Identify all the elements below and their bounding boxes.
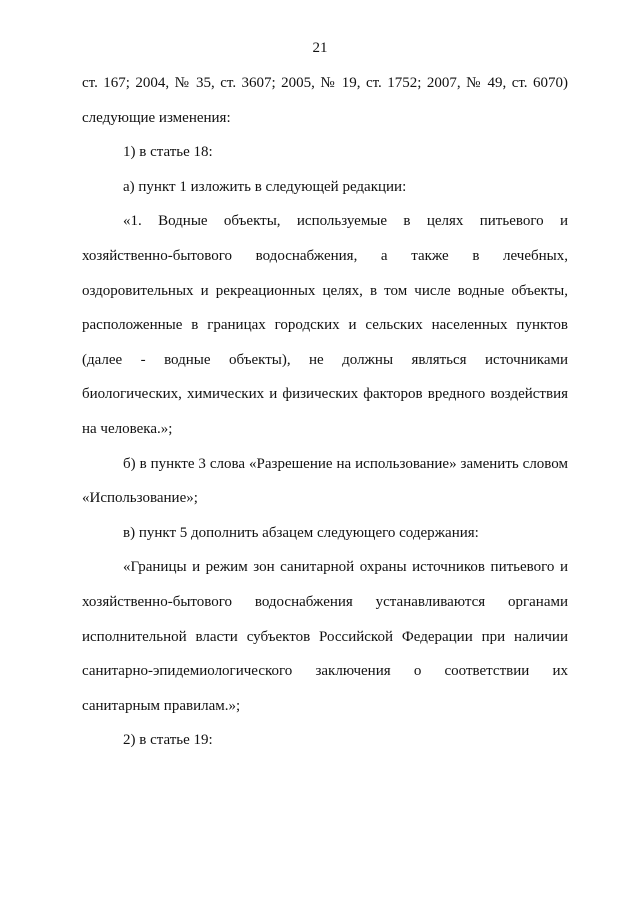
document-body — [82, 66, 568, 758]
page-number: 21 — [312, 40, 328, 56]
text-line: санитарным правилам.»; — [82, 697, 241, 714]
text-line: ст. 167; 2004, № 35, ст. 3607; 2005, № 19, ст. 1752; 2007, № 49, ст. 6070) — [82, 75, 568, 91]
text-line: «Границы и режим зон санитарной охраны источников питьевого и — [123, 559, 568, 576]
text-line: б) в пункте 3 слова «Разрешение на использование» заменить словом — [123, 455, 568, 472]
text-line: в) пункт 5 дополнить абзацем следующего содержания: — [123, 524, 479, 541]
text-line: «1. Водные объекты, используемые в целях питьевого и — [123, 213, 568, 230]
text-line: а) пункт 1 изложить в следующей редакции: — [123, 178, 407, 195]
text-line: (далее - водные объекты), не должны являться источниками — [82, 351, 568, 368]
text-line: расположенные в границах городских и сельских населенных пунктов — [82, 317, 568, 334]
text-line: 2) в статье 19: — [123, 732, 213, 749]
text-line: на человека.»; — [82, 420, 173, 437]
text-line: хозяйственно-бытового водоснабжения, а также в лечебных, — [82, 247, 568, 264]
text-line: следующие изменения: — [82, 109, 231, 126]
text-line: биологических, химических и физических факторов вредного воздействия — [82, 386, 568, 403]
text-line: хозяйственно-бытового водоснабжения устанавливаются органами — [82, 593, 568, 610]
text-line: санитарно-эпидемиологического заключения о соответствии их — [82, 663, 568, 680]
text-line: оздоровительных и рекреационных целях, в том числе водные объекты, — [82, 282, 568, 299]
text-line: 1) в статье 18: — [123, 144, 213, 161]
text-line: «Использование»; — [82, 490, 198, 507]
text-line: исполнительной власти субъектов Российской Федерации при наличии — [82, 628, 568, 645]
